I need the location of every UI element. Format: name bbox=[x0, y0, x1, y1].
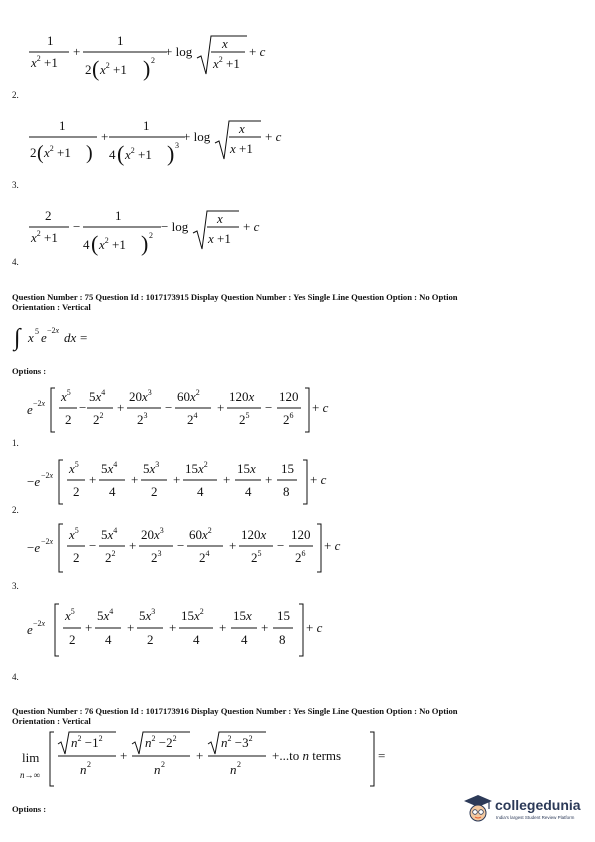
options-label: Options : bbox=[12, 366, 47, 376]
svg-text:24: $2^4$ bbox=[199, 549, 210, 565]
svg-text:22: $2^2$ bbox=[93, 411, 104, 427]
svg-text:=: = bbox=[80, 330, 88, 345]
svg-text:+: + bbox=[173, 472, 181, 487]
svg-text:25: $2^5$ bbox=[239, 411, 250, 427]
svg-text:+: + bbox=[117, 400, 125, 415]
svg-text:x2 +1: $x^2 +1$ bbox=[213, 55, 240, 71]
svg-text:4: 4 bbox=[241, 632, 248, 647]
option-number: 4. bbox=[12, 257, 19, 267]
svg-text:5x3: $5x^3$ bbox=[143, 460, 160, 476]
svg-text:lim: lim bbox=[22, 750, 40, 765]
svg-text:+: + bbox=[73, 44, 81, 59]
svg-text:4: 4 bbox=[245, 484, 252, 499]
svg-text:+ c: + c bbox=[249, 44, 266, 59]
prev-option-2-formula bbox=[25, 115, 295, 177]
svg-text:n→∞: n→∞ bbox=[20, 770, 40, 780]
question-76-header bbox=[12, 706, 582, 726]
svg-text:−2x: −2x bbox=[41, 537, 54, 546]
svg-text:): ) bbox=[143, 56, 151, 81]
svg-text:x +1: x +1 bbox=[230, 141, 253, 156]
svg-text:2: 2 bbox=[65, 412, 72, 427]
svg-text:26: $2^6$ bbox=[283, 411, 294, 427]
q75-option-4-formula bbox=[25, 600, 365, 660]
svg-text:2: 2 bbox=[30, 145, 37, 160]
svg-text:5x4: $5x^4$ bbox=[101, 460, 118, 476]
svg-text:(: ( bbox=[117, 141, 125, 166]
svg-text:−: − bbox=[165, 400, 173, 415]
svg-text:e: e bbox=[41, 330, 47, 345]
svg-text:4: 4 bbox=[109, 484, 116, 499]
svg-text:n2 −12: $n^2 -1^2$ bbox=[71, 734, 103, 750]
svg-text:n: n bbox=[154, 762, 161, 777]
svg-text:+: + bbox=[219, 620, 227, 635]
svg-text:23: $2^3$ bbox=[151, 549, 162, 565]
svg-text:x5: $x^5$ bbox=[65, 607, 75, 623]
svg-text:5x4: $5x^4$ bbox=[89, 388, 106, 404]
svg-text:25: $2^5$ bbox=[251, 549, 262, 565]
options-label: Options : bbox=[12, 804, 47, 814]
svg-text:5x4: $5x^4$ bbox=[97, 607, 114, 623]
svg-text:−: − bbox=[89, 538, 97, 553]
svg-text:3: 3 bbox=[175, 141, 179, 150]
svg-text:−2x: −2x bbox=[33, 399, 46, 408]
svg-text:x: x bbox=[222, 36, 228, 51]
svg-text:+: + bbox=[89, 472, 97, 487]
svg-text:+: + bbox=[217, 400, 225, 415]
svg-text:60x2: $60x^2$ bbox=[177, 388, 200, 404]
svg-text:x: x bbox=[28, 330, 34, 345]
svg-text:2: 2 bbox=[151, 484, 158, 499]
svg-text:15x: 15x bbox=[237, 461, 256, 476]
logo-wordmark: collegedunia bbox=[495, 797, 581, 813]
svg-text:x5: $x^5$ bbox=[69, 526, 79, 542]
svg-text:+ c: + c bbox=[306, 620, 323, 635]
svg-text:1: 1 bbox=[143, 118, 150, 133]
svg-text:4: 4 bbox=[109, 147, 116, 162]
svg-text:): ) bbox=[167, 141, 175, 166]
svg-text:1: 1 bbox=[115, 208, 122, 223]
q75-option-2-formula bbox=[25, 456, 365, 508]
svg-text:1: 1 bbox=[47, 33, 54, 48]
svg-text:22: $2^2$ bbox=[105, 549, 116, 565]
question-75-integral bbox=[12, 318, 122, 354]
svg-text:2: 2 bbox=[149, 231, 153, 240]
svg-text:120: 120 bbox=[291, 527, 311, 542]
svg-text:2: 2 bbox=[87, 760, 91, 769]
svg-text:2: 2 bbox=[69, 632, 76, 647]
svg-text:+: + bbox=[129, 538, 137, 553]
svg-text:(: ( bbox=[91, 231, 99, 256]
option-number: 3. bbox=[12, 180, 19, 190]
svg-text:−: − bbox=[277, 538, 285, 553]
svg-text:x: x bbox=[239, 121, 245, 136]
svg-text:n: n bbox=[80, 762, 87, 777]
svg-text:e: e bbox=[27, 622, 33, 637]
svg-text:−e: −e bbox=[27, 474, 41, 489]
svg-text:+: + bbox=[229, 538, 237, 553]
q75-option-3-formula bbox=[25, 520, 365, 578]
svg-text:): ) bbox=[141, 231, 149, 256]
svg-text:−2x: −2x bbox=[47, 326, 60, 335]
svg-text:8: 8 bbox=[283, 484, 290, 499]
svg-text:−: − bbox=[265, 400, 273, 415]
svg-text:n: n bbox=[230, 762, 237, 777]
svg-text:(: ( bbox=[37, 142, 44, 164]
svg-text:x2 +1: $x^2 +1$ bbox=[125, 146, 152, 162]
svg-text:1: 1 bbox=[59, 118, 66, 133]
svg-text:+: + bbox=[120, 748, 128, 763]
svg-text:20x3: $20x^3$ bbox=[129, 388, 152, 404]
svg-text:8: 8 bbox=[279, 632, 286, 647]
svg-text:−: − bbox=[79, 400, 87, 415]
q75-option-1-formula bbox=[25, 384, 365, 436]
svg-text:2: 2 bbox=[151, 56, 155, 65]
svg-text:x2 +1: $x^2 +1$ bbox=[31, 54, 58, 70]
svg-text:−: − bbox=[73, 219, 81, 234]
svg-text:+: + bbox=[265, 472, 273, 487]
svg-text:x +1: x +1 bbox=[208, 231, 231, 246]
question-header-text: Question Number : 76 Question Id : 1017173916 Display Question Number : Yes Single Line Question Option : No Option bbox=[12, 706, 458, 716]
svg-text:15: 15 bbox=[281, 461, 294, 476]
svg-text:+ c: + c bbox=[324, 538, 341, 553]
svg-text:+ c: + c bbox=[310, 472, 327, 487]
svg-text:dx: dx bbox=[64, 330, 77, 345]
svg-text:+: + bbox=[101, 129, 109, 144]
option-number: 4. bbox=[12, 672, 19, 682]
svg-text:+ c: + c bbox=[265, 129, 282, 144]
svg-text:5: 5 bbox=[35, 327, 39, 336]
svg-text:4: 4 bbox=[193, 632, 200, 647]
svg-text:120x: 120x bbox=[229, 389, 255, 404]
svg-text:∫: ∫ bbox=[14, 325, 21, 351]
question-76-limit bbox=[12, 728, 412, 790]
svg-text:−e: −e bbox=[27, 540, 41, 555]
svg-text:+ log: + log bbox=[165, 44, 193, 59]
svg-text:x2 +1: $x^2 +1$ bbox=[99, 236, 126, 252]
question-header-text: Question Number : 75 Question Id : 1017173915 Display Question Number : Yes Single Line Question Option : No Option bbox=[12, 292, 458, 302]
svg-text:+: + bbox=[169, 620, 177, 635]
svg-text:x5: $x^5$ bbox=[61, 388, 71, 404]
svg-text:−2x: −2x bbox=[41, 471, 54, 480]
svg-text:23: $2^3$ bbox=[137, 411, 148, 427]
logo-tagline: India's largest Student Review Platform bbox=[496, 815, 575, 820]
svg-text:15x2: $15x^2$ bbox=[185, 460, 208, 476]
svg-text:5x3: $5x^3$ bbox=[139, 607, 156, 623]
svg-text:2: 2 bbox=[237, 760, 241, 769]
svg-text:n2 −32: $n^2 -3^2$ bbox=[221, 734, 253, 750]
orientation-text: Orientation : Vertical bbox=[12, 716, 91, 726]
svg-text:4: 4 bbox=[83, 237, 90, 252]
svg-text:2: 2 bbox=[147, 632, 154, 647]
option-number: 3. bbox=[12, 581, 19, 591]
svg-text:=: = bbox=[378, 748, 386, 763]
svg-text:2: 2 bbox=[85, 62, 92, 77]
orientation-text: Orientation : Vertical bbox=[12, 302, 91, 312]
svg-text:4: 4 bbox=[197, 484, 204, 499]
svg-text:x: x bbox=[217, 211, 223, 226]
svg-text:+ log: + log bbox=[183, 129, 211, 144]
svg-text:5x4: $5x^4$ bbox=[101, 526, 118, 542]
svg-text:+: + bbox=[85, 620, 93, 635]
svg-text:x2 +1: $x^2 +1$ bbox=[44, 144, 71, 160]
svg-text:4: 4 bbox=[105, 632, 112, 647]
svg-text:+: + bbox=[223, 472, 231, 487]
svg-text:n2 −22: $n^2 -2^2$ bbox=[145, 734, 177, 750]
svg-text:15x: 15x bbox=[233, 608, 252, 623]
svg-text:−2x: −2x bbox=[33, 619, 46, 628]
svg-text:60x2: $60x^2$ bbox=[189, 526, 212, 542]
prev-option-1-formula bbox=[25, 30, 285, 92]
svg-text:15: 15 bbox=[277, 608, 290, 623]
svg-text:+: + bbox=[127, 620, 135, 635]
svg-text:x5: $x^5$ bbox=[69, 460, 79, 476]
svg-text:+ c: + c bbox=[312, 400, 329, 415]
svg-text:−: − bbox=[177, 538, 185, 553]
svg-text:2: 2 bbox=[161, 760, 165, 769]
svg-text:26: $2^6$ bbox=[295, 549, 306, 565]
svg-text:120: 120 bbox=[279, 389, 299, 404]
svg-text:2: 2 bbox=[45, 208, 52, 223]
svg-text:1: 1 bbox=[117, 33, 124, 48]
svg-text:(: ( bbox=[92, 56, 100, 81]
prev-option-3-formula bbox=[25, 205, 285, 267]
svg-text:− log: − log bbox=[161, 219, 189, 234]
svg-text:+ c: + c bbox=[243, 219, 260, 234]
svg-text:+: + bbox=[196, 748, 204, 763]
svg-text:x2 +1: $x^2 +1$ bbox=[100, 61, 127, 77]
option-number: 1. bbox=[12, 438, 19, 448]
svg-text:24: $2^4$ bbox=[187, 411, 198, 427]
graduate-mascot-icon bbox=[463, 793, 493, 827]
svg-text:): ) bbox=[86, 142, 93, 164]
svg-text:+: + bbox=[261, 620, 269, 635]
svg-text:+: + bbox=[131, 472, 139, 487]
svg-text:20x3: $20x^3$ bbox=[141, 526, 164, 542]
svg-text:2: 2 bbox=[73, 484, 80, 499]
svg-text:120x: 120x bbox=[241, 527, 267, 542]
option-number: 2. bbox=[12, 505, 19, 515]
svg-text:+...to n terms: +...to n terms bbox=[272, 748, 342, 763]
svg-text:15x2: $15x^2$ bbox=[181, 607, 204, 623]
svg-text:e: e bbox=[27, 402, 33, 417]
option-number: 2. bbox=[12, 90, 19, 100]
question-75-header bbox=[12, 292, 582, 312]
svg-text:x2 +1: $x^2 +1$ bbox=[31, 229, 58, 245]
svg-text:2: 2 bbox=[73, 550, 80, 565]
